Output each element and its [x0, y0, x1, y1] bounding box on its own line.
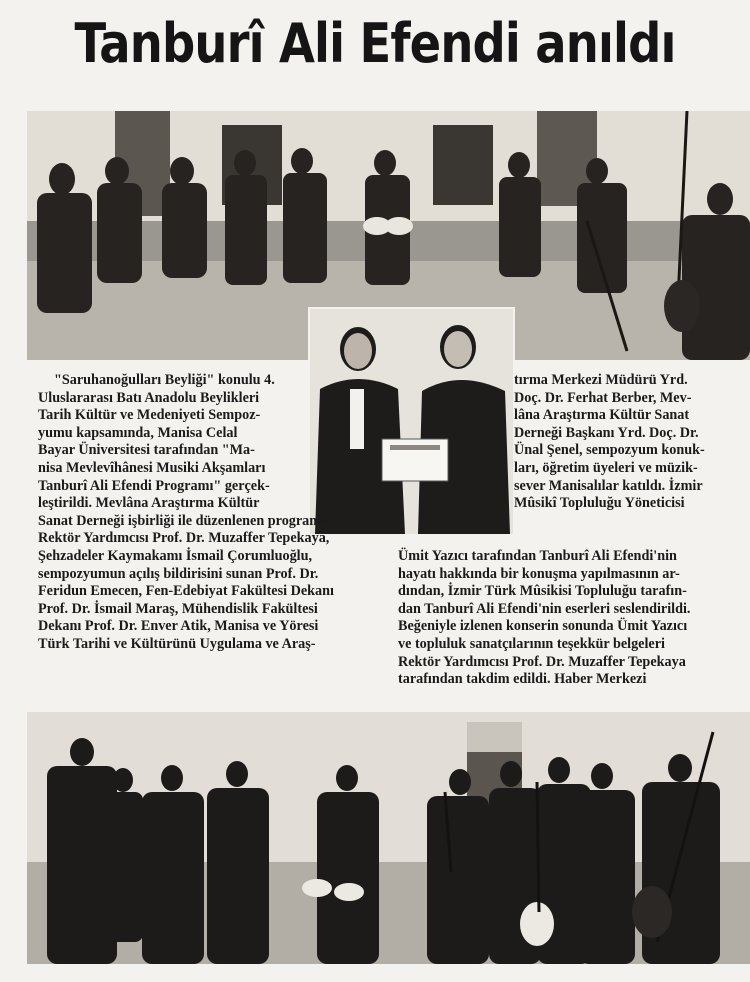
- text-line: Uluslararası Batı Anadolu Beylikleri: [38, 389, 260, 406]
- text-line: ları, öğretim üyeleri ve müzik-: [514, 459, 698, 476]
- text-line: yumu kapsamında, Manisa Celal: [38, 424, 238, 441]
- text-line: Türk Tarihi ve Kültürünü Uygulama ve Araş-: [38, 635, 316, 652]
- text-line: dından, İzmir Türk Mûsikisi Topluluğu tarafın-: [398, 583, 687, 600]
- text-line: leştirildi. Mevlâna Araştırma Kültür: [38, 495, 260, 512]
- article-body-right: [514, 372, 744, 513]
- text-line: Prof. Dr. İsmail Maraş, Mühendislik Fakültesi: [38, 600, 318, 617]
- text-line: Beğeniyle izlenen konserin sonunda Ümit Yazıcı: [398, 618, 688, 635]
- text-line: "Saruhanoğulları Beyliği" konulu 4.: [54, 372, 275, 388]
- text-line: sempozyumun açılış bildirisini sunan Prof. Dr.: [38, 565, 319, 582]
- byline: Haber Merkezi: [554, 671, 647, 688]
- article-body-left: [38, 372, 334, 654]
- text-line: ve topluluk sanatçılarının teşekkür belgeleri: [398, 635, 665, 652]
- text-line: Bayar Üniversitesi tarafından "Ma-: [38, 442, 255, 459]
- text-line: Şehzadeler Kaymakamı İsmail Çorumluoğlu,: [38, 547, 313, 564]
- text-line-final: [398, 671, 746, 689]
- photo-music-ensemble: [27, 712, 750, 964]
- text-line: Ünal Şenel, sempozyum konuk-: [514, 442, 705, 459]
- text-line: lâna Araştırma Kültür Sanat: [514, 407, 690, 424]
- text-line: Dekanı Prof. Dr. Enver Atik, Manisa ve Yöresi: [38, 618, 319, 635]
- text-line: nisa Mevlevîhânesi Musiki Akşamları: [38, 459, 266, 476]
- text-line: hayatı hakkında bir konuşma yapılmasının ar-: [398, 565, 680, 582]
- text-line: Rektör Yardımcısı Prof. Dr. Muzaffer Tepekaya,: [38, 530, 330, 547]
- text-line: Feridun Emecen, Fen-Edebiyat Fakültesi Dekanı: [38, 583, 334, 600]
- text-line: Sanat Derneği işbirliği ile düzenlenen programa: [38, 512, 329, 529]
- text-line: Doç. Dr. Ferhat Berber, Mev-: [514, 389, 692, 406]
- text-line: tarafından takdim edildi.: [398, 671, 551, 688]
- article-body-wide-right: [398, 548, 746, 689]
- photo-certificate-presentation: [308, 307, 515, 536]
- text-line: Derneği Başkanı Yrd. Doç. Dr.: [514, 424, 699, 441]
- text-line: Rektör Yardımcısı Prof. Dr. Muzaffer Tepekaya: [398, 653, 686, 670]
- text-line: Tanburî Ali Efendi Programı" gerçek-: [38, 477, 270, 494]
- text-line: sever Manisalılar katıldı. İzmir: [514, 477, 703, 494]
- text-line: Tarih Kültür ve Medeniyeti Sempoz-: [38, 407, 261, 424]
- text-line: dan Tanburî Ali Efendi'nin eserleri seslendirildi.: [398, 600, 691, 617]
- text-line: Mûsikî Topluluğu Yöneticisi: [514, 495, 685, 512]
- text-line: Ümit Yazıcı tarafından Tanburî Ali Efendi'nin: [398, 548, 677, 564]
- text-line: tırma Merkezi Müdürü Yrd.: [514, 372, 688, 388]
- article-headline: Tanburî Ali Efendi anıldı: [74, 12, 676, 75]
